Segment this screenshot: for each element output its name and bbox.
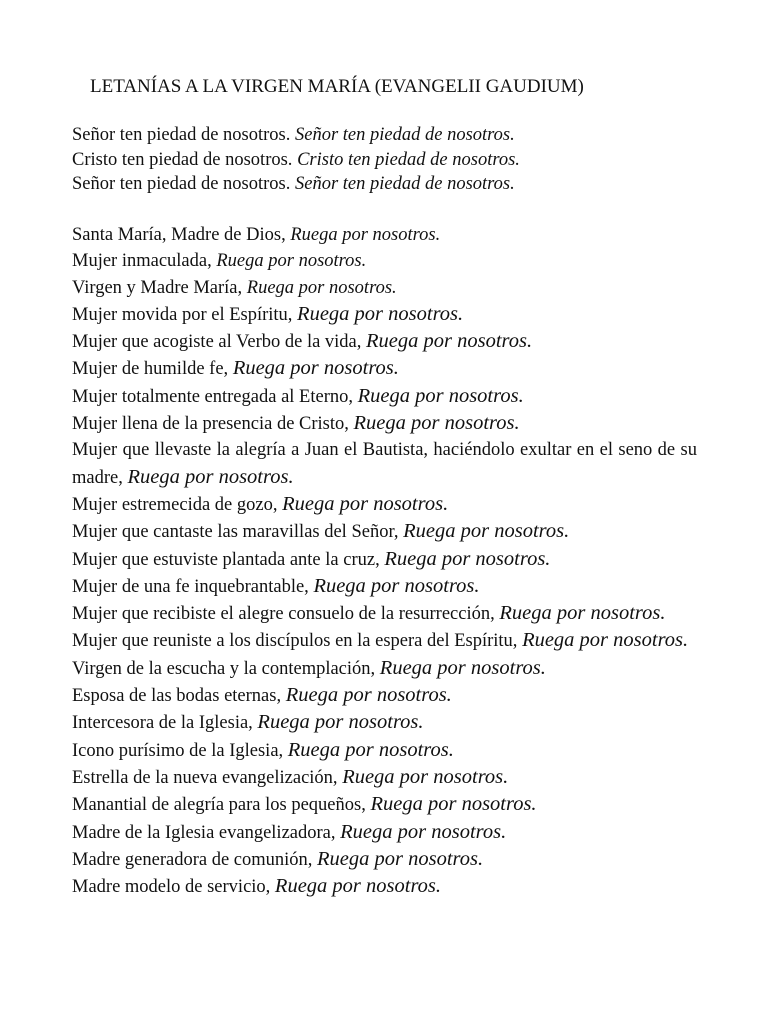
litany-line bbox=[72, 573, 697, 600]
litany-response: Ruega por nosotros. bbox=[290, 225, 441, 245]
litany-invocation: Mujer de una fe inquebrantable, bbox=[72, 576, 309, 597]
litany-response: Ruega por nosotros. bbox=[353, 412, 520, 435]
kyrie-line bbox=[72, 148, 697, 173]
litany-response: Ruega por nosotros. bbox=[522, 629, 689, 652]
litany-response: Ruega por nosotros. bbox=[499, 602, 666, 625]
litany-line bbox=[72, 410, 697, 437]
kyrie-section bbox=[72, 123, 697, 197]
litany-line bbox=[72, 546, 697, 573]
litany-line bbox=[72, 791, 697, 818]
litany-invocation: Virgen de la escucha y la contemplación, bbox=[72, 658, 376, 679]
kyrie-invocation: Cristo ten piedad de nosotros. bbox=[72, 149, 293, 170]
litany-line bbox=[72, 301, 697, 328]
litany-line bbox=[72, 437, 697, 491]
litany-line bbox=[72, 627, 697, 654]
litany-invocation: Mujer que reuniste a los discípulos en la espera del Espíritu, bbox=[72, 631, 518, 652]
litany-response: Ruega por nosotros. bbox=[282, 492, 449, 515]
litany-line bbox=[72, 846, 697, 873]
litany-response: Ruega por nosotros. bbox=[127, 465, 294, 488]
litany-line bbox=[72, 248, 697, 274]
litany-line bbox=[72, 764, 697, 791]
litany-invocation: Mujer estremecida de gozo, bbox=[72, 494, 278, 515]
litany-response: Ruega por nosotros. bbox=[216, 251, 367, 272]
kyrie-line bbox=[72, 172, 697, 197]
litany-response: Ruega por nosotros. bbox=[403, 520, 570, 543]
litany-line bbox=[72, 222, 697, 248]
litany-line bbox=[72, 275, 697, 301]
litany-section bbox=[72, 222, 697, 900]
litany-line bbox=[72, 737, 697, 764]
litany-invocation: Esposa de las bodas eternas, bbox=[72, 686, 282, 707]
litany-invocation: Icono purísimo de la Iglesia, bbox=[72, 740, 284, 761]
litany-response: Ruega por nosotros. bbox=[285, 684, 452, 707]
litany-response: Ruega por nosotros. bbox=[274, 875, 442, 898]
litany-response: Ruega por nosotros. bbox=[379, 656, 546, 679]
kyrie-invocation: Señor ten piedad de nosotros. bbox=[72, 174, 291, 194]
litany-invocation: Mujer movida por el Espíritu, bbox=[72, 304, 293, 325]
litany-response: Ruega por nosotros. bbox=[232, 357, 399, 380]
litany-line bbox=[72, 819, 697, 846]
litany-invocation: Madre modelo de servicio, bbox=[72, 877, 271, 898]
litany-invocation: Intercesora de la Iglesia, bbox=[72, 713, 253, 734]
litany-invocation: Mujer que llevaste la alegría a Juan el Bautista, haciéndolo exultar en el seno de su madre, bbox=[72, 440, 697, 488]
litany-response: Ruega por nosotros. bbox=[357, 384, 524, 407]
litany-line bbox=[72, 328, 697, 355]
litany-line bbox=[72, 600, 697, 627]
kyrie-response: Cristo ten piedad de nosotros. bbox=[297, 149, 520, 170]
litany-invocation: Mujer que cantaste las maravillas del Señor, bbox=[72, 522, 399, 543]
litany-response: Ruega por nosotros. bbox=[317, 847, 484, 870]
litany-invocation: Mujer que recibiste el alegre consuelo de la resurrección, bbox=[72, 604, 495, 625]
litany-response: Ruega por nosotros. bbox=[342, 765, 509, 788]
litany-invocation: Madre generadora de comunión, bbox=[72, 849, 313, 870]
litany-invocation: Mujer de humilde fe, bbox=[72, 359, 229, 380]
litany-line bbox=[72, 655, 697, 682]
litany-invocation: Mujer que estuviste plantada ante la cruz, bbox=[72, 549, 380, 570]
litany-response: Ruega por nosotros. bbox=[384, 547, 551, 570]
litany-invocation: Mujer inmaculada, bbox=[72, 251, 212, 272]
litany-line bbox=[72, 709, 697, 736]
litany-line bbox=[72, 491, 697, 518]
litany-line bbox=[72, 355, 697, 382]
litany-response: Ruega por nosotros. bbox=[370, 793, 537, 816]
litany-response: Ruega por nosotros. bbox=[246, 277, 397, 298]
litany-invocation: Manantial de alegría para los pequeños, bbox=[72, 795, 366, 816]
litany-invocation: Mujer que acogiste al Verbo de la vida, bbox=[72, 332, 362, 353]
litany-line bbox=[72, 518, 697, 545]
litany-invocation: Madre de la Iglesia evangelizadora, bbox=[72, 822, 336, 843]
litany-invocation: Mujer totalmente entregada al Eterno, bbox=[72, 386, 353, 407]
litany-invocation: Santa María, Madre de Dios, bbox=[72, 225, 286, 245]
litany-line bbox=[72, 873, 697, 900]
litany-response: Ruega por nosotros. bbox=[366, 330, 533, 353]
kyrie-response: Señor ten piedad de nosotros. bbox=[295, 125, 515, 145]
litany-invocation: Virgen y Madre María, bbox=[72, 277, 243, 298]
litany-response: Ruega por nosotros. bbox=[313, 574, 480, 597]
kyrie-invocation: Señor ten piedad de nosotros. bbox=[72, 125, 291, 145]
litany-invocation: Estrella de la nueva evangelización, bbox=[72, 767, 338, 788]
kyrie-line bbox=[72, 123, 697, 148]
document-title: LETANÍAS A LA VIRGEN MARÍA (EVANGELII GAUDIUM) bbox=[90, 76, 584, 97]
litany-response: Ruega por nosotros. bbox=[287, 738, 454, 761]
litany-line bbox=[72, 682, 697, 709]
litany-line bbox=[72, 383, 697, 410]
litany-response: Ruega por nosotros. bbox=[297, 302, 464, 325]
litany-response: Ruega por nosotros. bbox=[257, 711, 424, 734]
kyrie-response: Señor ten piedad de nosotros. bbox=[295, 174, 515, 194]
litany-response: Ruega por nosotros. bbox=[340, 820, 507, 843]
litany-invocation: Mujer llena de la presencia de Cristo, bbox=[72, 414, 349, 435]
